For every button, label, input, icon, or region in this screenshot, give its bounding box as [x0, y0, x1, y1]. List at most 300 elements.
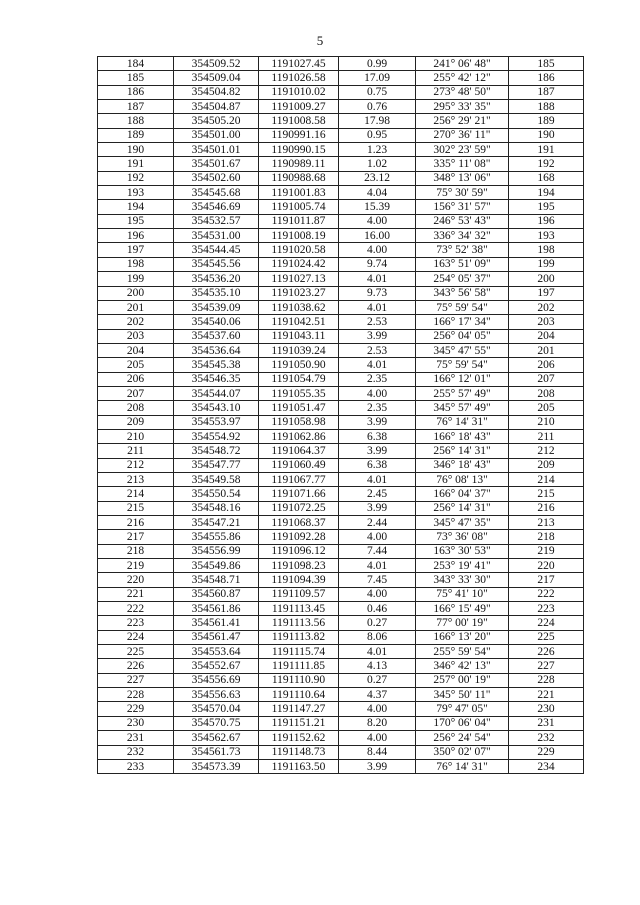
- coordinate-x-cell: 354532.57: [174, 214, 259, 228]
- coordinate-y-cell: 1191064.37: [259, 444, 339, 458]
- distance-cell: 4.00: [339, 530, 416, 544]
- distance-cell: 4.00: [339, 243, 416, 257]
- distance-cell: 17.98: [339, 114, 416, 128]
- next-point-cell: 211: [509, 429, 584, 443]
- coordinate-y-cell: 1191039.24: [259, 343, 339, 357]
- table-row: [98, 688, 584, 702]
- coordinate-y-cell: 1191008.19: [259, 229, 339, 243]
- point-number-cell: 221: [98, 587, 174, 601]
- table-row: [98, 401, 584, 415]
- coordinate-y-cell: 1191008.58: [259, 114, 339, 128]
- next-point-cell: 193: [509, 229, 584, 243]
- next-point-cell: 231: [509, 716, 584, 730]
- next-point-cell: 198: [509, 243, 584, 257]
- bearing-cell: 241° 06' 48": [416, 57, 509, 71]
- table-row: [98, 243, 584, 257]
- coordinate-x-cell: 354509.52: [174, 57, 259, 71]
- coordinate-x-cell: 354555.86: [174, 530, 259, 544]
- coordinate-x-cell: 354548.16: [174, 501, 259, 515]
- next-point-cell: 217: [509, 573, 584, 587]
- bearing-cell: 256° 29' 21": [416, 114, 509, 128]
- bearing-cell: 75° 59' 54": [416, 358, 509, 372]
- point-number-cell: 216: [98, 516, 174, 530]
- next-point-cell: 210: [509, 415, 584, 429]
- point-number-cell: 192: [98, 171, 174, 185]
- table-body: [98, 57, 584, 774]
- coordinate-x-cell: 354561.47: [174, 630, 259, 644]
- table-row: [98, 472, 584, 486]
- distance-cell: 0.75: [339, 85, 416, 99]
- point-number-cell: 195: [98, 214, 174, 228]
- distance-cell: 4.01: [339, 272, 416, 286]
- next-point-cell: 188: [509, 100, 584, 114]
- bearing-cell: 75° 59' 54": [416, 300, 509, 314]
- point-number-cell: 219: [98, 559, 174, 573]
- next-point-cell: 187: [509, 85, 584, 99]
- table-row: [98, 85, 584, 99]
- bearing-cell: 166° 18' 43": [416, 429, 509, 443]
- point-number-cell: 187: [98, 100, 174, 114]
- coordinate-y-cell: 1191152.62: [259, 731, 339, 745]
- next-point-cell: 203: [509, 315, 584, 329]
- table-row: [98, 171, 584, 185]
- bearing-cell: 302° 23' 59": [416, 143, 509, 157]
- distance-cell: 4.01: [339, 358, 416, 372]
- distance-cell: 0.99: [339, 57, 416, 71]
- point-number-cell: 206: [98, 372, 174, 386]
- bearing-cell: 345° 57' 49": [416, 401, 509, 415]
- coordinate-y-cell: 1191071.66: [259, 487, 339, 501]
- next-point-cell: 226: [509, 645, 584, 659]
- point-number-cell: 207: [98, 386, 174, 400]
- point-number-cell: 188: [98, 114, 174, 128]
- coordinate-x-cell: 354501.67: [174, 157, 259, 171]
- coordinate-y-cell: 1191020.58: [259, 243, 339, 257]
- bearing-cell: 257° 00' 19": [416, 673, 509, 687]
- coordinate-x-cell: 354553.64: [174, 645, 259, 659]
- next-point-cell: 199: [509, 257, 584, 271]
- next-point-cell: 192: [509, 157, 584, 171]
- distance-cell: 2.45: [339, 487, 416, 501]
- distance-cell: 0.76: [339, 100, 416, 114]
- bearing-cell: 73° 36' 08": [416, 530, 509, 544]
- coordinate-x-cell: 354570.75: [174, 716, 259, 730]
- coordinate-y-cell: 1191027.13: [259, 272, 339, 286]
- next-point-cell: 227: [509, 659, 584, 673]
- distance-cell: 2.35: [339, 401, 416, 415]
- coordinate-y-cell: 1191023.27: [259, 286, 339, 300]
- coordinate-x-cell: 354561.73: [174, 745, 259, 759]
- distance-cell: 8.20: [339, 716, 416, 730]
- coordinate-y-cell: 1191051.47: [259, 401, 339, 415]
- point-number-cell: 203: [98, 329, 174, 343]
- next-point-cell: 230: [509, 702, 584, 716]
- next-point-cell: 219: [509, 544, 584, 558]
- next-point-cell: 168: [509, 171, 584, 185]
- coordinate-x-cell: 354573.39: [174, 759, 259, 773]
- distance-cell: 4.00: [339, 587, 416, 601]
- coordinate-y-cell: 1191147.27: [259, 702, 339, 716]
- coordinate-y-cell: 1191096.12: [259, 544, 339, 558]
- distance-cell: 3.99: [339, 415, 416, 429]
- distance-cell: 3.99: [339, 444, 416, 458]
- bearing-cell: 166° 04' 37": [416, 487, 509, 501]
- bearing-cell: 295° 33' 35": [416, 100, 509, 114]
- bearing-cell: 73° 52' 38": [416, 243, 509, 257]
- coordinates-table: [97, 56, 584, 774]
- distance-cell: 0.27: [339, 673, 416, 687]
- next-point-cell: 234: [509, 759, 584, 773]
- coordinate-x-cell: 354536.20: [174, 272, 259, 286]
- distance-cell: 3.99: [339, 329, 416, 343]
- coordinate-x-cell: 354549.86: [174, 559, 259, 573]
- next-point-cell: 204: [509, 329, 584, 343]
- coordinate-y-cell: 1191001.83: [259, 186, 339, 200]
- coordinate-x-cell: 354546.35: [174, 372, 259, 386]
- point-number-cell: 198: [98, 257, 174, 271]
- coordinate-y-cell: 1191026.58: [259, 71, 339, 85]
- distance-cell: 9.74: [339, 257, 416, 271]
- bearing-cell: 76° 08' 13": [416, 472, 509, 486]
- point-number-cell: 208: [98, 401, 174, 415]
- coordinate-x-cell: 354556.69: [174, 673, 259, 687]
- table-row: [98, 358, 584, 372]
- table-row: [98, 157, 584, 171]
- distance-cell: 0.46: [339, 602, 416, 616]
- table-row: [98, 315, 584, 329]
- coordinate-x-cell: 354545.56: [174, 257, 259, 271]
- coordinate-x-cell: 354552.67: [174, 659, 259, 673]
- distance-cell: 4.01: [339, 472, 416, 486]
- distance-cell: 3.99: [339, 759, 416, 773]
- next-point-cell: 213: [509, 516, 584, 530]
- next-point-cell: 220: [509, 559, 584, 573]
- table-row: [98, 501, 584, 515]
- bearing-cell: 256° 24' 54": [416, 731, 509, 745]
- table-row: [98, 458, 584, 472]
- table-row: [98, 272, 584, 286]
- coordinate-x-cell: 354547.77: [174, 458, 259, 472]
- coordinate-x-cell: 354554.92: [174, 429, 259, 443]
- point-number-cell: 190: [98, 143, 174, 157]
- coordinate-y-cell: 1191110.90: [259, 673, 339, 687]
- bearing-cell: 170° 06' 04": [416, 716, 509, 730]
- coordinate-y-cell: 1190989.11: [259, 157, 339, 171]
- coordinate-y-cell: 1190988.68: [259, 171, 339, 185]
- next-point-cell: 189: [509, 114, 584, 128]
- bearing-cell: 345° 47' 55": [416, 343, 509, 357]
- bearing-cell: 343° 56' 58": [416, 286, 509, 300]
- next-point-cell: 209: [509, 458, 584, 472]
- table-row: [98, 114, 584, 128]
- coordinate-y-cell: 1191011.87: [259, 214, 339, 228]
- distance-cell: 7.45: [339, 573, 416, 587]
- bearing-cell: 76° 14' 31": [416, 415, 509, 429]
- next-point-cell: 215: [509, 487, 584, 501]
- table-row: [98, 214, 584, 228]
- bearing-cell: 335° 11' 08": [416, 157, 509, 171]
- coordinate-y-cell: 1190990.15: [259, 143, 339, 157]
- bearing-cell: 256° 14' 31": [416, 501, 509, 515]
- distance-cell: 4.00: [339, 731, 416, 745]
- point-number-cell: 211: [98, 444, 174, 458]
- bearing-cell: 255° 42' 12": [416, 71, 509, 85]
- table-row: [98, 587, 584, 601]
- distance-cell: 4.01: [339, 559, 416, 573]
- distance-cell: 4.04: [339, 186, 416, 200]
- distance-cell: 4.13: [339, 659, 416, 673]
- distance-cell: 9.73: [339, 286, 416, 300]
- table-row: [98, 257, 584, 271]
- point-number-cell: 201: [98, 300, 174, 314]
- point-number-cell: 202: [98, 315, 174, 329]
- table-row: [98, 616, 584, 630]
- next-point-cell: 185: [509, 57, 584, 71]
- point-number-cell: 222: [98, 602, 174, 616]
- point-number-cell: 191: [98, 157, 174, 171]
- coordinate-x-cell: 354539.09: [174, 300, 259, 314]
- point-number-cell: 232: [98, 745, 174, 759]
- table-row: [98, 702, 584, 716]
- distance-cell: 16.00: [339, 229, 416, 243]
- coordinate-y-cell: 1191113.56: [259, 616, 339, 630]
- coordinate-y-cell: 1191058.98: [259, 415, 339, 429]
- table-row: [98, 630, 584, 644]
- table-row: [98, 429, 584, 443]
- point-number-cell: 217: [98, 530, 174, 544]
- next-point-cell: 222: [509, 587, 584, 601]
- coordinate-y-cell: 1191098.23: [259, 559, 339, 573]
- coordinate-x-cell: 354544.07: [174, 386, 259, 400]
- distance-cell: 6.38: [339, 429, 416, 443]
- coordinate-y-cell: 1191072.25: [259, 501, 339, 515]
- distance-cell: 4.00: [339, 386, 416, 400]
- table-row: [98, 573, 584, 587]
- point-number-cell: 210: [98, 429, 174, 443]
- table-row: [98, 516, 584, 530]
- coordinate-y-cell: 1191111.85: [259, 659, 339, 673]
- coordinate-y-cell: 1191024.42: [259, 257, 339, 271]
- bearing-cell: 345° 50' 11": [416, 688, 509, 702]
- coordinate-x-cell: 354537.60: [174, 329, 259, 343]
- table-row: [98, 386, 584, 400]
- point-number-cell: 204: [98, 343, 174, 357]
- bearing-cell: 343° 33' 30": [416, 573, 509, 587]
- next-point-cell: 229: [509, 745, 584, 759]
- point-number-cell: 199: [98, 272, 174, 286]
- point-number-cell: 227: [98, 673, 174, 687]
- bearing-cell: 79° 47' 05": [416, 702, 509, 716]
- coordinate-y-cell: 1191110.64: [259, 688, 339, 702]
- next-point-cell: 200: [509, 272, 584, 286]
- bearing-cell: 253° 19' 41": [416, 559, 509, 573]
- table-row: [98, 673, 584, 687]
- coordinate-y-cell: 1191068.37: [259, 516, 339, 530]
- coordinate-y-cell: 1191092.28: [259, 530, 339, 544]
- distance-cell: 2.53: [339, 343, 416, 357]
- coordinate-x-cell: 354556.63: [174, 688, 259, 702]
- distance-cell: 17.09: [339, 71, 416, 85]
- distance-cell: 23.12: [339, 171, 416, 185]
- distance-cell: 1.02: [339, 157, 416, 171]
- coordinate-x-cell: 354544.45: [174, 243, 259, 257]
- distance-cell: 0.27: [339, 616, 416, 630]
- coordinate-y-cell: 1191148.73: [259, 745, 339, 759]
- next-point-cell: 223: [509, 602, 584, 616]
- coordinate-x-cell: 354549.58: [174, 472, 259, 486]
- coordinate-y-cell: 1191050.90: [259, 358, 339, 372]
- table-row: [98, 128, 584, 142]
- coordinate-y-cell: 1191067.77: [259, 472, 339, 486]
- bearing-cell: 254° 05' 37": [416, 272, 509, 286]
- point-number-cell: 189: [98, 128, 174, 142]
- distance-cell: 15.39: [339, 200, 416, 214]
- bearing-cell: 346° 42' 13": [416, 659, 509, 673]
- coordinate-x-cell: 354546.69: [174, 200, 259, 214]
- point-number-cell: 196: [98, 229, 174, 243]
- point-number-cell: 215: [98, 501, 174, 515]
- point-number-cell: 194: [98, 200, 174, 214]
- distance-cell: 7.44: [339, 544, 416, 558]
- bearing-cell: 166° 17' 34": [416, 315, 509, 329]
- next-point-cell: 202: [509, 300, 584, 314]
- point-number-cell: 230: [98, 716, 174, 730]
- coordinate-x-cell: 354535.10: [174, 286, 259, 300]
- bearing-cell: 348° 13' 06": [416, 171, 509, 185]
- bearing-cell: 75° 41' 10": [416, 587, 509, 601]
- coordinate-x-cell: 354560.87: [174, 587, 259, 601]
- table-row: [98, 759, 584, 773]
- distance-cell: 8.44: [339, 745, 416, 759]
- next-point-cell: 194: [509, 186, 584, 200]
- table-row: [98, 186, 584, 200]
- table-row: [98, 329, 584, 343]
- coordinate-y-cell: 1191094.39: [259, 573, 339, 587]
- point-number-cell: 209: [98, 415, 174, 429]
- point-number-cell: 186: [98, 85, 174, 99]
- next-point-cell: 221: [509, 688, 584, 702]
- bearing-cell: 345° 47' 35": [416, 516, 509, 530]
- next-point-cell: 214: [509, 472, 584, 486]
- coordinate-y-cell: 1191113.45: [259, 602, 339, 616]
- distance-cell: 6.38: [339, 458, 416, 472]
- table-row: [98, 731, 584, 745]
- distance-cell: 0.95: [339, 128, 416, 142]
- table-row: [98, 343, 584, 357]
- distance-cell: 4.01: [339, 645, 416, 659]
- page-number: 5: [316, 33, 324, 48]
- coordinate-y-cell: 1190991.16: [259, 128, 339, 142]
- point-number-cell: 193: [98, 186, 174, 200]
- table-row: [98, 71, 584, 85]
- point-number-cell: 231: [98, 731, 174, 745]
- coordinate-x-cell: 354553.97: [174, 415, 259, 429]
- distance-cell: 2.35: [339, 372, 416, 386]
- distance-cell: 4.00: [339, 214, 416, 228]
- point-number-cell: 184: [98, 57, 174, 71]
- next-point-cell: 224: [509, 616, 584, 630]
- table-row: [98, 100, 584, 114]
- coordinate-x-cell: 354548.71: [174, 573, 259, 587]
- next-point-cell: 208: [509, 386, 584, 400]
- point-number-cell: 214: [98, 487, 174, 501]
- coordinate-x-cell: 354550.54: [174, 487, 259, 501]
- coordinate-x-cell: 354531.00: [174, 229, 259, 243]
- point-number-cell: 233: [98, 759, 174, 773]
- bearing-cell: 273° 48' 50": [416, 85, 509, 99]
- next-point-cell: 216: [509, 501, 584, 515]
- table-row: [98, 229, 584, 243]
- table-row: [98, 415, 584, 429]
- coordinate-y-cell: 1191027.45: [259, 57, 339, 71]
- bearing-cell: 255° 57' 49": [416, 386, 509, 400]
- point-number-cell: 213: [98, 472, 174, 486]
- table-row: [98, 659, 584, 673]
- coordinate-x-cell: 354504.82: [174, 85, 259, 99]
- point-number-cell: 212: [98, 458, 174, 472]
- coordinate-x-cell: 354556.99: [174, 544, 259, 558]
- coordinate-y-cell: 1191042.51: [259, 315, 339, 329]
- bearing-cell: 256° 14' 31": [416, 444, 509, 458]
- coordinate-x-cell: 354540.06: [174, 315, 259, 329]
- coordinate-x-cell: 354561.86: [174, 602, 259, 616]
- next-point-cell: 197: [509, 286, 584, 300]
- table-row: [98, 559, 584, 573]
- point-number-cell: 220: [98, 573, 174, 587]
- point-number-cell: 200: [98, 286, 174, 300]
- distance-cell: 1.23: [339, 143, 416, 157]
- point-number-cell: 205: [98, 358, 174, 372]
- table-row: [98, 544, 584, 558]
- bearing-cell: 163° 30' 53": [416, 544, 509, 558]
- coordinate-y-cell: 1191005.74: [259, 200, 339, 214]
- coordinate-y-cell: 1191062.86: [259, 429, 339, 443]
- bearing-cell: 166° 13' 20": [416, 630, 509, 644]
- distance-cell: 2.44: [339, 516, 416, 530]
- next-point-cell: 201: [509, 343, 584, 357]
- table-row: [98, 143, 584, 157]
- coordinate-y-cell: 1191060.49: [259, 458, 339, 472]
- table-row: [98, 716, 584, 730]
- distance-cell: 8.06: [339, 630, 416, 644]
- next-point-cell: 218: [509, 530, 584, 544]
- point-number-cell: 229: [98, 702, 174, 716]
- next-point-cell: 228: [509, 673, 584, 687]
- bearing-cell: 76° 14' 31": [416, 759, 509, 773]
- bearing-cell: 336° 34' 32": [416, 229, 509, 243]
- next-point-cell: 186: [509, 71, 584, 85]
- next-point-cell: 225: [509, 630, 584, 644]
- coordinate-y-cell: 1191115.74: [259, 645, 339, 659]
- coordinate-x-cell: 354501.01: [174, 143, 259, 157]
- point-number-cell: 185: [98, 71, 174, 85]
- coordinate-y-cell: 1191010.02: [259, 85, 339, 99]
- coordinate-x-cell: 354547.21: [174, 516, 259, 530]
- distance-cell: 4.00: [339, 702, 416, 716]
- coordinate-y-cell: 1191009.27: [259, 100, 339, 114]
- table-row: [98, 645, 584, 659]
- next-point-cell: 205: [509, 401, 584, 415]
- distance-cell: 4.37: [339, 688, 416, 702]
- coordinate-x-cell: 354504.87: [174, 100, 259, 114]
- coordinate-y-cell: 1191151.21: [259, 716, 339, 730]
- next-point-cell: 190: [509, 128, 584, 142]
- table-row: [98, 602, 584, 616]
- point-number-cell: 226: [98, 659, 174, 673]
- table-row: [98, 745, 584, 759]
- coordinate-x-cell: 354562.67: [174, 731, 259, 745]
- point-number-cell: 218: [98, 544, 174, 558]
